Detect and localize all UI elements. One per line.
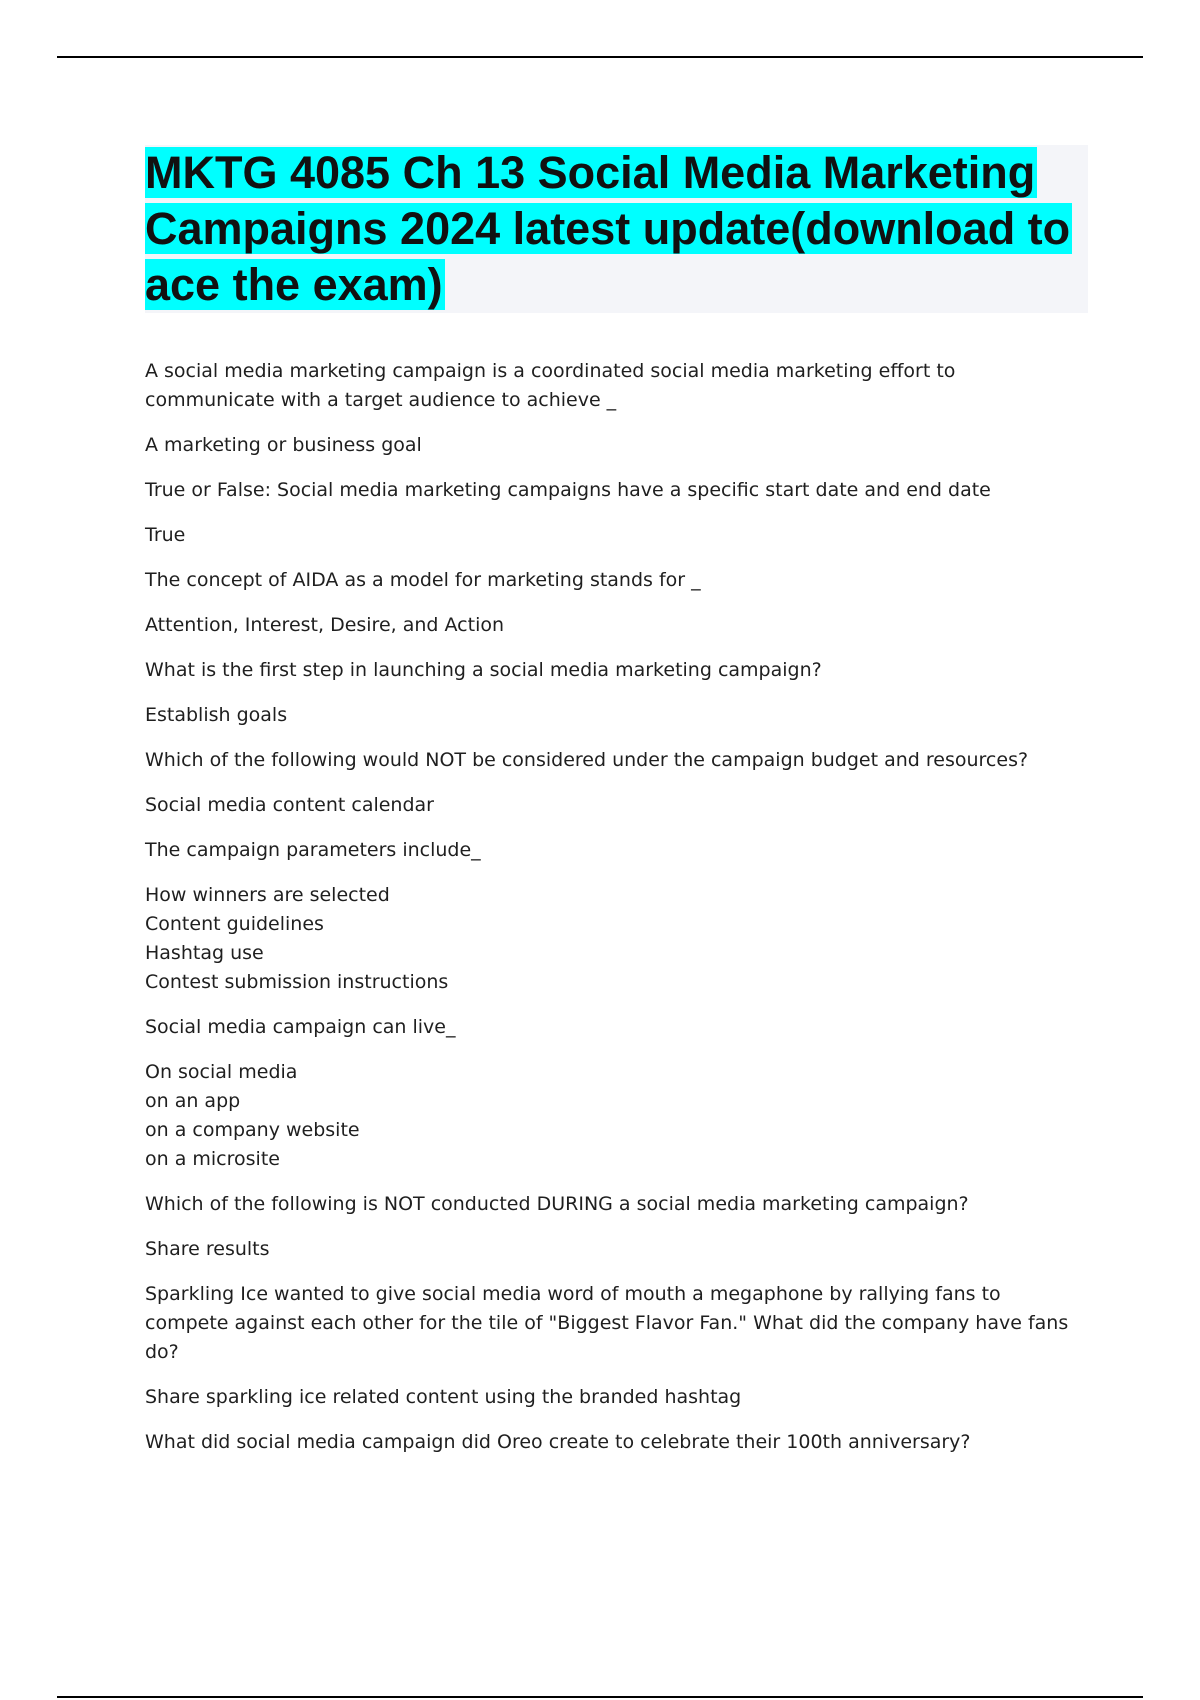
- entry-question: The concept of AIDA as a model for marketing stands for _: [145, 569, 701, 591]
- qa-list: [145, 357, 1085, 1473]
- entry-answer: True: [145, 524, 186, 546]
- title-highlight: MKTG 4085 Ch 13 Social Media Marketing Campaigns 2024 latest update(download to ace the exam): [145, 147, 1071, 310]
- entry-answer: Share sparkling ice related content using the branded hashtag: [145, 1386, 742, 1408]
- bottom-rule: [57, 1696, 1143, 1698]
- entry-answer: Attention, Interest, Desire, and Action: [145, 614, 505, 636]
- entry-question: The campaign parameters include_: [145, 839, 481, 861]
- top-rule: [57, 56, 1143, 58]
- entry-answer: On social media on an app on a company website on a microsite: [145, 1061, 360, 1170]
- entry-question: Social media campaign can live_: [145, 1016, 456, 1038]
- entry-answer: Establish goals: [145, 704, 288, 726]
- entry-question: Which of the following is NOT conducted DURING a social media marketing campaign?: [145, 1193, 969, 1215]
- entry-answer: Social media content calendar: [145, 794, 434, 816]
- entry-question: What did social media campaign did Oreo create to celebrate their 100th anniversary?: [145, 1431, 971, 1453]
- document-title: [145, 145, 1088, 313]
- title-box: [145, 145, 1088, 313]
- entry-question: What is the first step in launching a social media marketing campaign?: [145, 659, 822, 681]
- entry-answer: A marketing or business goal: [145, 434, 422, 456]
- entry-question: True or False: Social media marketing campaigns have a specific start date and end date: [145, 479, 991, 501]
- entry-question: A social media marketing campaign is a coordinated social media marketing effort to communicate with a target audience to achieve _: [145, 360, 956, 411]
- entry-question: Which of the following would NOT be considered under the campaign budget and resources?: [145, 749, 1029, 771]
- entry-question: Sparkling Ice wanted to give social media word of mouth a megaphone by rallying fans to compete against each other for the tile of "Biggest Flavor Fan." What did the company have fans do?: [145, 1283, 1069, 1363]
- entry-answer: Share results: [145, 1238, 270, 1260]
- entry-answer: How winners are selected Content guidelines Hashtag use Contest submission instructions: [145, 884, 449, 993]
